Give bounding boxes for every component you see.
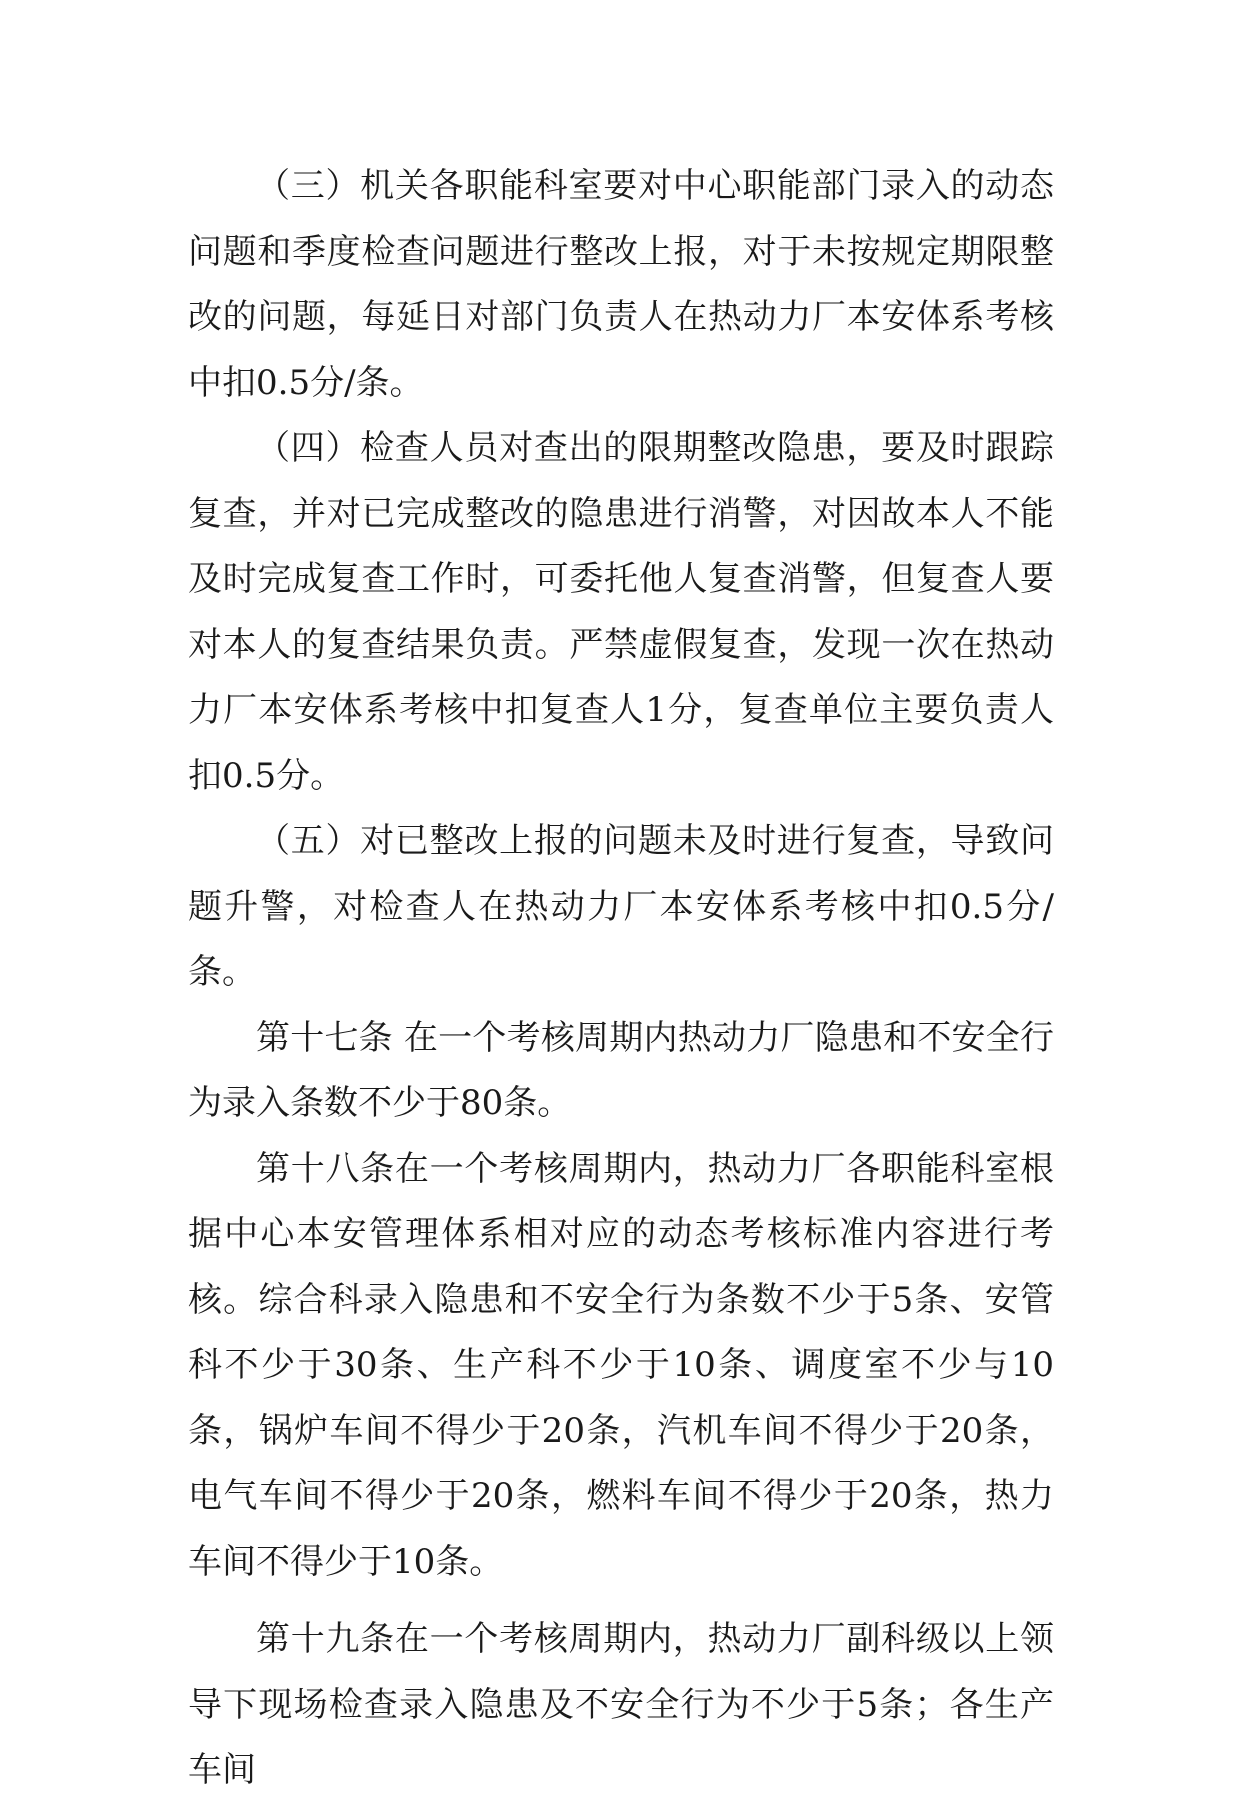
paragraph-item-4: （四）检查人员对查出的限期整改隐患，要及时跟踪复查，并对已完成整改的隐患进行消警，对因故本人不能及时完成复查工作时，可委托他人复查消警，但复查人要对本人的复查结果负责。严禁虚假复查，发现一次在热动力厂本安体系考核中扣复查人1分，复查单位主要负责人扣0.5分。 <box>188 428 1054 796</box>
document-body <box>188 154 1054 1804</box>
paragraph-item-5: （五）对已整改上报的问题未及时进行复查，导致问题升警，对检查人在热动力厂本安体系考核中扣0.5分/条。 <box>188 821 1054 992</box>
article-18: 第十八条在一个考核周期内，热动力厂各职能科室根据中心本安管理体系相对应的动态考核标准内容进行考核。综合科录入隐患和不安全行为条数不少于5条、安管科不少于30条、生产科不少于10条、调度室不少与10条，锅炉车间不得少于20条，汽机车间不得少于20条，电气车间不得少于20条，燃料车间不得少于20条，热力车间不得少于10条。 <box>188 1148 1054 1582</box>
article-17: 第十七条 在一个考核周期内热动力厂隐患和不安全行为录入条数不少于80条。 <box>188 1017 1054 1123</box>
article-19: 第十九条在一个考核周期内，热动力厂副科级以上领导下现场检查录入隐患及不安全行为不少于5条；各生产车间 <box>188 1619 1054 1790</box>
paragraph-item-3: （三）机关各职能科室要对中心职能部门录入的动态问题和季度检查问题进行整改上报，对于未按规定期限整改的问题，每延日对部门负责人在热动力厂本安体系考核中扣0.5分/条。 <box>188 166 1054 403</box>
